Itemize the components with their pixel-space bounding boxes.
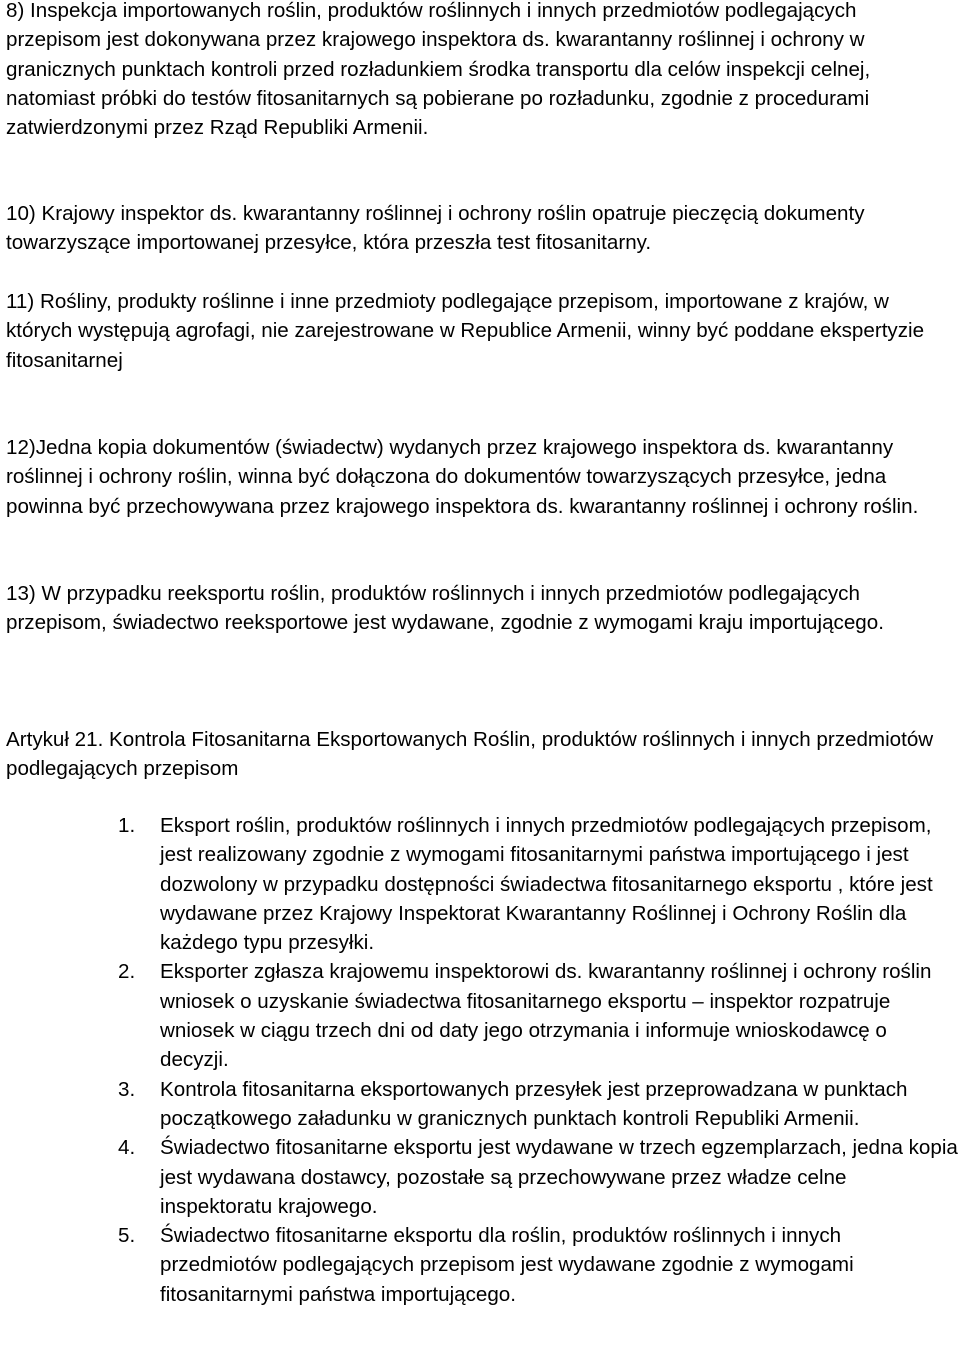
paragraph-10: 10) Krajowy inspektor ds. kwarantanny roślinnej i ochrony roślin opatruje pieczęcią dokumenty towarzyszące importowanej przesyłce, która przeszła test fitosanitarny.: [6, 202, 865, 255]
paragraph-8: 8) Inspekcja importowanych roślin, produktów roślinnych i innych przedmiotów podlegających przepisom jest dokonywana przez krajowego inspektora ds. kwarantanny roślinnej i ochrony w granicznych punktach kontroli przed rozładunkiem środka transportu dla celów inspekcji celnej, natomiast próbki do testów fitosanitarnych są pobierane po rozładunku, zgodnie z procedurami zatwierdzonymi przez Rząd Republiki Armenii.: [6, 0, 871, 140]
article-21-list: [0, 811, 960, 1309]
paragraph-12: 12)Jedna kopia dokumentów (świadectw) wydanych przez krajowego inspektora ds. kwarantanny roślinnej i ochrony roślin, winna być dołączona do dokumentów towarzyszących przesyłce, jedna powinna być przechowywana przez krajowego inspektora ds. kwarantanny roślinnej i ochrony roślin.: [6, 436, 919, 518]
list-item: [0, 1133, 960, 1221]
list-item-text: Eksporter zgłasza krajowemu inspektorowi ds. kwarantanny roślinnej i ochrony roślin wniosek o uzyskanie świadectwa fitosanitarnego eksportu – inspektor rozpatruje wniosek w ciągu trzech dni od daty jego otrzymania i informuje wnioskodawcę o decyzji.: [160, 960, 932, 1072]
list-item-number: 5.: [118, 1224, 136, 1248]
paragraph-11: 11) Rośliny, produkty roślinne i inne przedmioty podlegające przepisom, importowane z krajów, w których występują agrofagi, nie zarejestrowane w Republice Armenii, winny być poddane ekspertyzie fitosanitarnej: [6, 290, 925, 372]
list-item-text: Świadectwo fitosanitarne eksportu jest wydawane w trzech egzemplarzach, jedna kopia jest wydawana dostawcy, pozostałe są przechowywane przez władze celne inspektoratu krajowego.: [160, 1136, 958, 1218]
list-item: [0, 811, 960, 957]
list-item: [0, 957, 960, 1074]
list-item: [0, 1221, 960, 1309]
list-item-text: Kontrola fitosanitarna eksportowanych przesyłek jest przeprowadzana w punktach początkowego załadunku w granicznych punktach kontroli Republiki Armenii.: [160, 1077, 908, 1130]
article-21-heading: Artykuł 21. Kontrola Fitosanitarna Eksportowanych Roślin, produktów roślinnych i innych przedmiotów podlegających przepisom: [6, 728, 934, 781]
list-item-number: 1.: [118, 814, 136, 837]
list-item-text: Świadectwo fitosanitarne eksportu dla roślin, produktów roślinnych i innych przedmiotów podlegających przepisom jest wydawane zgodnie z wymogami fitosanitarnymi państwa importującego.: [160, 1224, 854, 1306]
list-item: [0, 1075, 960, 1134]
list-item-number: 4.: [118, 1136, 136, 1160]
list-item-text: Eksport roślin, produktów roślinnych i innych przedmiotów podlegających przepisom, jest realizowany zgodnie z wymogami fitosanitarnymi państwa importującego i jest dozwolony w przypadku dostępności świadectwa fitosanitarnego eksportu , które jest wydawane przez Krajowy Inspektorat Kwarantanny Roślinnej i Ochrony Roślin dla każdego typu przesyłki.: [160, 814, 933, 955]
paragraph-13: 13) W przypadku reeksportu roślin, produktów roślinnych i innych przedmiotów podlegających przepisom, świadectwo reeksportowe jest wydawane, zgodnie z wymogami kraju importującego.: [6, 582, 884, 635]
list-item-number: 2.: [118, 960, 136, 984]
list-item-number: 3.: [118, 1077, 136, 1101]
